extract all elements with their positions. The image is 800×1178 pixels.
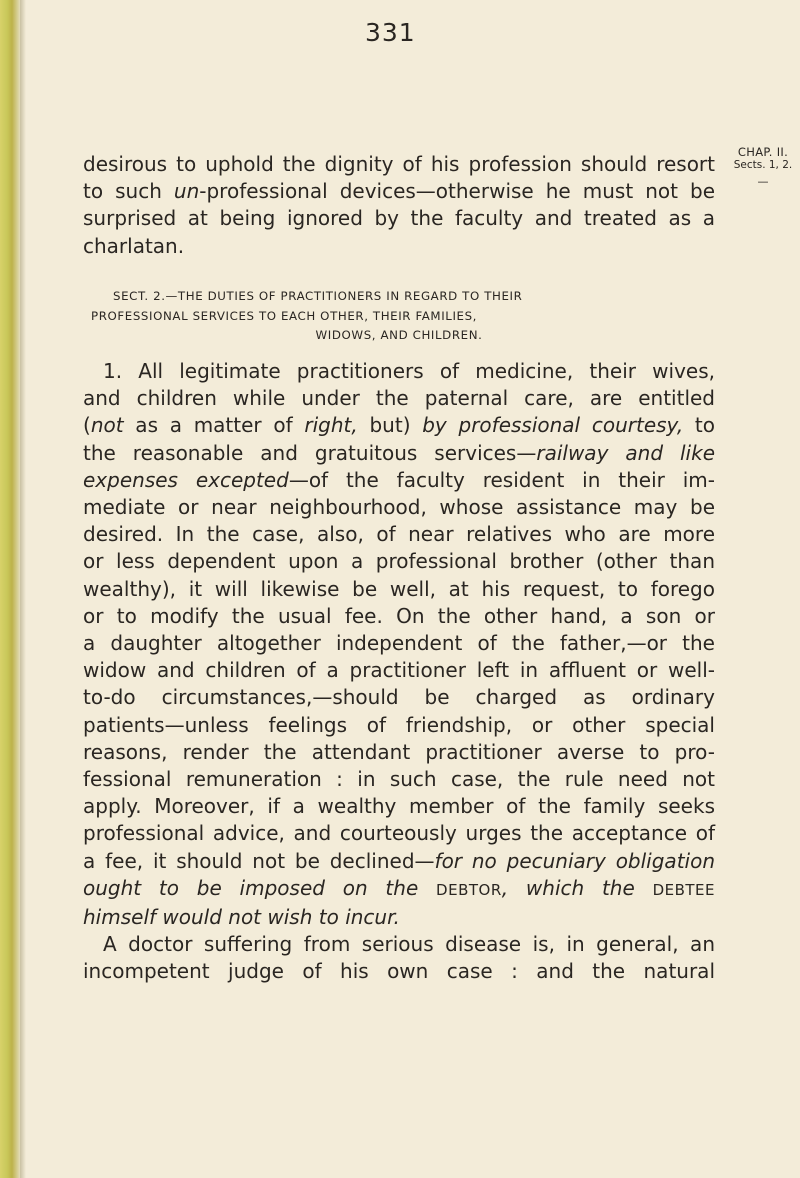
text-line: patients—unless feelings of friendship, or other special <box>83 712 715 737</box>
text-line: and children while under the paternal care, are entitled <box>83 386 715 411</box>
text-line: ought to be imposed on the DEBTOR, which the DEBTEE <box>83 875 715 900</box>
text-line: surprised at being ignored by the faculty and treated as a <box>83 206 715 231</box>
margin-dash: — <box>757 175 769 188</box>
text-line: (not as a matter of right, but) by professional courtesy, to <box>83 413 715 438</box>
heading-line: PROFESSIONAL SERVICES TO EACH OTHER, THEIR FAMILIES, <box>91 308 478 323</box>
section-heading <box>83 287 715 346</box>
margin-chapter: CHAP. II. <box>737 145 789 159</box>
text-line: desirous to uphold the dignity of his profession should resort <box>83 152 715 176</box>
text-line: 1. All legitimate practitioners of medicine, their wives, <box>103 359 715 383</box>
text-line: mediate or near neighbourhood, whose assistance may be <box>83 495 715 520</box>
text-line: himself would not wish to incur. <box>83 905 400 930</box>
text-line: or to modify the usual fee. On the other hand, a son or <box>83 603 715 628</box>
text-line: a daughter altogether independent of the father,—or the <box>83 631 715 656</box>
book-spine-edge <box>0 0 20 1178</box>
text-line: to-do circumstances,—should be charged as ordinary <box>83 685 715 710</box>
text-line: widow and children of a practitioner left in affluent or well- <box>83 658 715 683</box>
text-line: charlatan. <box>83 233 185 258</box>
top-paragraph <box>83 151 715 260</box>
margin-sections: Sects. 1, 2. <box>733 159 793 171</box>
text-line: professional advice, and courteously urges the acceptance of <box>83 821 715 846</box>
body-paragraph <box>83 358 715 986</box>
text-line: to such un-professional devices—otherwise he must not be <box>83 179 715 204</box>
heading-line: SECT. 2.—THE DUTIES OF PRACTITIONERS IN REGARD TO THEIR <box>113 289 523 303</box>
text-line: expenses excepted—of the faculty resident in their im- <box>83 467 715 492</box>
text-line: A doctor suffering from serious disease is, in general, an <box>103 932 715 957</box>
gutter-shadow <box>20 0 26 1178</box>
margin-note <box>726 146 800 188</box>
text-line: reasons, render the attendant practitioner averse to pro- <box>83 739 715 764</box>
text-line: apply. Moreover, if a wealthy member of the family seeks <box>83 794 715 819</box>
text-line: or less dependent upon a professional brother (other than <box>83 549 715 574</box>
page-number: 331 <box>365 18 416 47</box>
heading-line: WIDOWS, AND CHILDREN. <box>315 328 483 342</box>
text-line: fessional remuneration : in such case, the rule need not <box>83 767 715 792</box>
text-line: a fee, it should not be declined—for no pecuniary obligation <box>83 848 715 873</box>
text-line: desired. In the case, also, of near relatives who are more <box>83 522 715 547</box>
text-line: wealthy), it will likewise be well, at his request, to forego <box>83 576 715 601</box>
text-line: incompetent judge of his own case : and the natural <box>83 959 715 984</box>
text-line: the reasonable and gratuitous services—railway and like <box>83 440 715 465</box>
